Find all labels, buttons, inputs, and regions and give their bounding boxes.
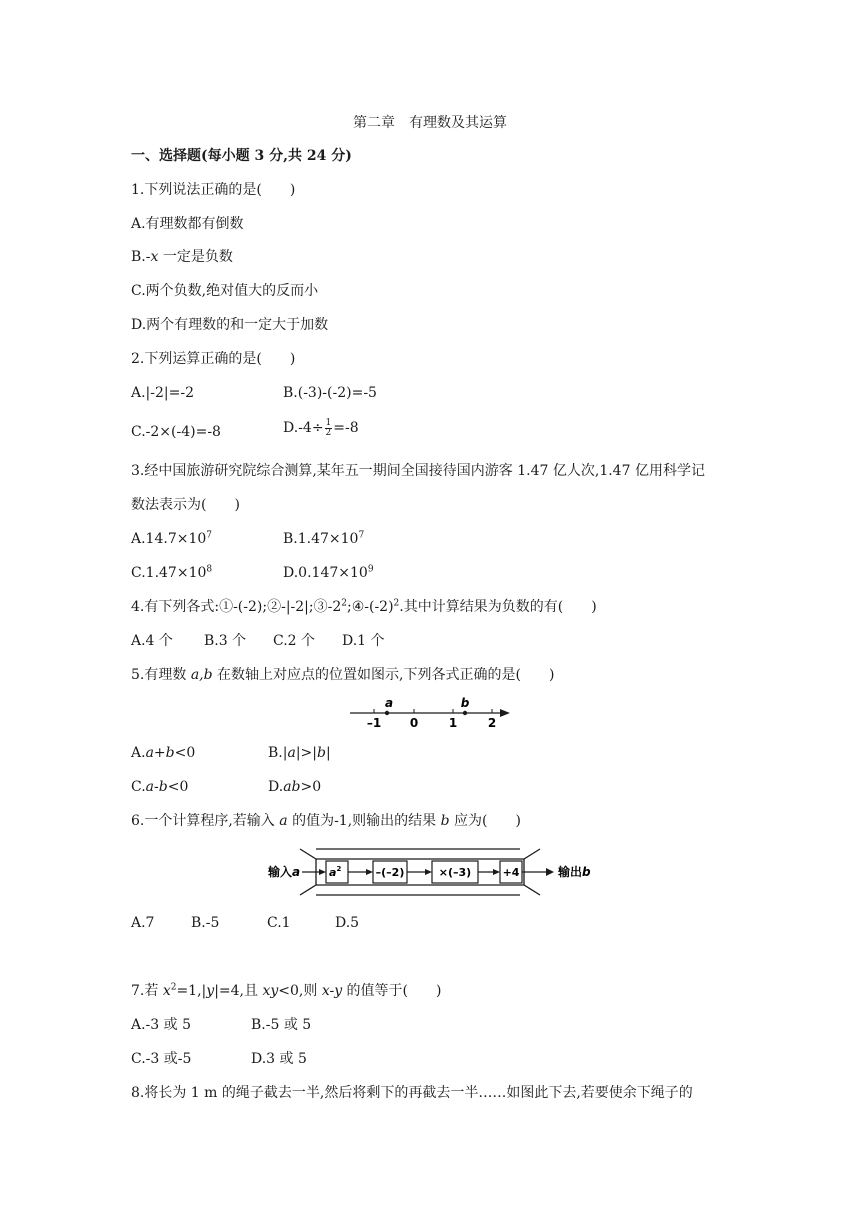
tick-label-0: 0 — [409, 716, 419, 730]
tick-label-1: 1 — [448, 716, 458, 730]
section-heading: 一、选择题(每小题 3 分,共 24 分) — [131, 148, 352, 164]
number-line-arrow — [500, 709, 510, 717]
q7-option-a: A.-3 或 5 — [131, 1017, 192, 1033]
q7-option-c: C.-3 或-5 — [131, 1051, 192, 1067]
q6-option-d: D.5 — [335, 915, 360, 931]
q5-option-b: B.|a|>|b| — [268, 745, 331, 761]
flow-box-add-text: +4 — [502, 866, 520, 879]
program-flowchart — [266, 843, 596, 901]
q4-option-c: C.2 个 — [273, 633, 316, 649]
flow-input-label: 输入a — [268, 865, 301, 879]
q4-option-d: D.1 个 — [342, 633, 385, 649]
point-b — [463, 711, 467, 715]
q1-option-d: D.两个有理数的和一定大于加数 — [131, 317, 329, 333]
q3-option-c: $C.1.47\times 10^8$ — [131, 564, 213, 581]
q4-option-b: B.3 个 — [204, 633, 247, 649]
q1-option-b: B.-x 一定是负数 — [131, 249, 233, 265]
q3-option-d: $D.0.147\times 10^9$ — [283, 564, 374, 581]
q3-stem-line1: 3.经中国旅游研究院综合测算,某年五一期间全国接待国内游客 1.47 亿人次,1.47 亿用科学记 — [131, 463, 705, 479]
q4-stem: 4.有下列各式$:①-(-2);②-|-2|;③-2^2;④-(-2)^2$.其中计算结果为负数的有( ) — [131, 598, 597, 615]
tick-label-neg1: –1 — [366, 716, 382, 730]
q2-option-a: A.|-2|=-2 — [131, 385, 194, 401]
flow-box-square-text: $a^2$ — [329, 865, 342, 879]
fraction: $\frac{1}{2}$ — [325, 417, 332, 438]
point-b-label: b — [460, 696, 470, 710]
q1-option-c: C.两个负数,绝对值大的反而小 — [131, 283, 319, 299]
q6-option-c: C.1 — [267, 915, 291, 931]
q5-stem: 5.有理数 a,b 在数轴上对应点的位置如图示,下列各式正确的是( ) — [131, 667, 555, 683]
q5-option-c: C.a-b<0 — [131, 779, 189, 795]
q3-option-a: $A.14.7\times 10^7$ — [131, 530, 213, 547]
q6-stem: 6.一个计算程序,若输入 a 的值为-1,则输出的结果 b 应为( ) — [131, 813, 521, 829]
tick-label-2: 2 — [487, 716, 497, 730]
flow-box-multiply-text: ×(–3) — [438, 866, 472, 879]
q2-option-b: B.(-3)-(-2)=-5 — [283, 385, 377, 401]
q6-option-a: A.7 — [131, 915, 155, 931]
q5-option-d: D.ab>0 — [268, 779, 322, 795]
q2-option-c: C.-2×(-4)=-8 — [131, 424, 221, 440]
q3-stem-line2: 数法表示为( ) — [131, 497, 240, 513]
q2-stem: 2.下列运算正确的是( ) — [131, 351, 296, 367]
number-line-figure — [345, 694, 515, 734]
q6-option-b: B.-5 — [191, 915, 220, 931]
q4-option-a: A.4 个 — [131, 633, 173, 649]
q1-stem: 1.下列说法正确的是( ) — [131, 182, 296, 198]
q7-stem: 7.若 $x^2=1,|y|=4$,且 xy<0,则 x-y 的值等于( ) — [131, 982, 442, 999]
flow-box-subtract-text: –(–2) — [375, 866, 405, 879]
q8-stem: 8.将长为 1 m 的绳子截去一半,然后将剩下的再截去一半……如图此下去,若要使余下绳子的 — [131, 1085, 693, 1101]
chapter-title: 第二章 有理数及其运算 — [353, 115, 507, 131]
point-a-label: a — [384, 696, 394, 710]
q1-option-a: A.有理数都有倒数 — [131, 216, 244, 232]
point-a — [385, 711, 389, 715]
q7-option-d: D.3 或 5 — [251, 1051, 307, 1067]
q5-option-a: A.a+b<0 — [131, 745, 196, 761]
q3-option-b: $B.1.47\times 10^7$ — [283, 530, 365, 547]
q2-option-d: D.-4÷ $\frac{1}{2}$ =-8 — [283, 417, 359, 438]
q7-option-b: B.-5 或 5 — [251, 1017, 312, 1033]
flow-output-label: 输出b — [558, 865, 591, 879]
